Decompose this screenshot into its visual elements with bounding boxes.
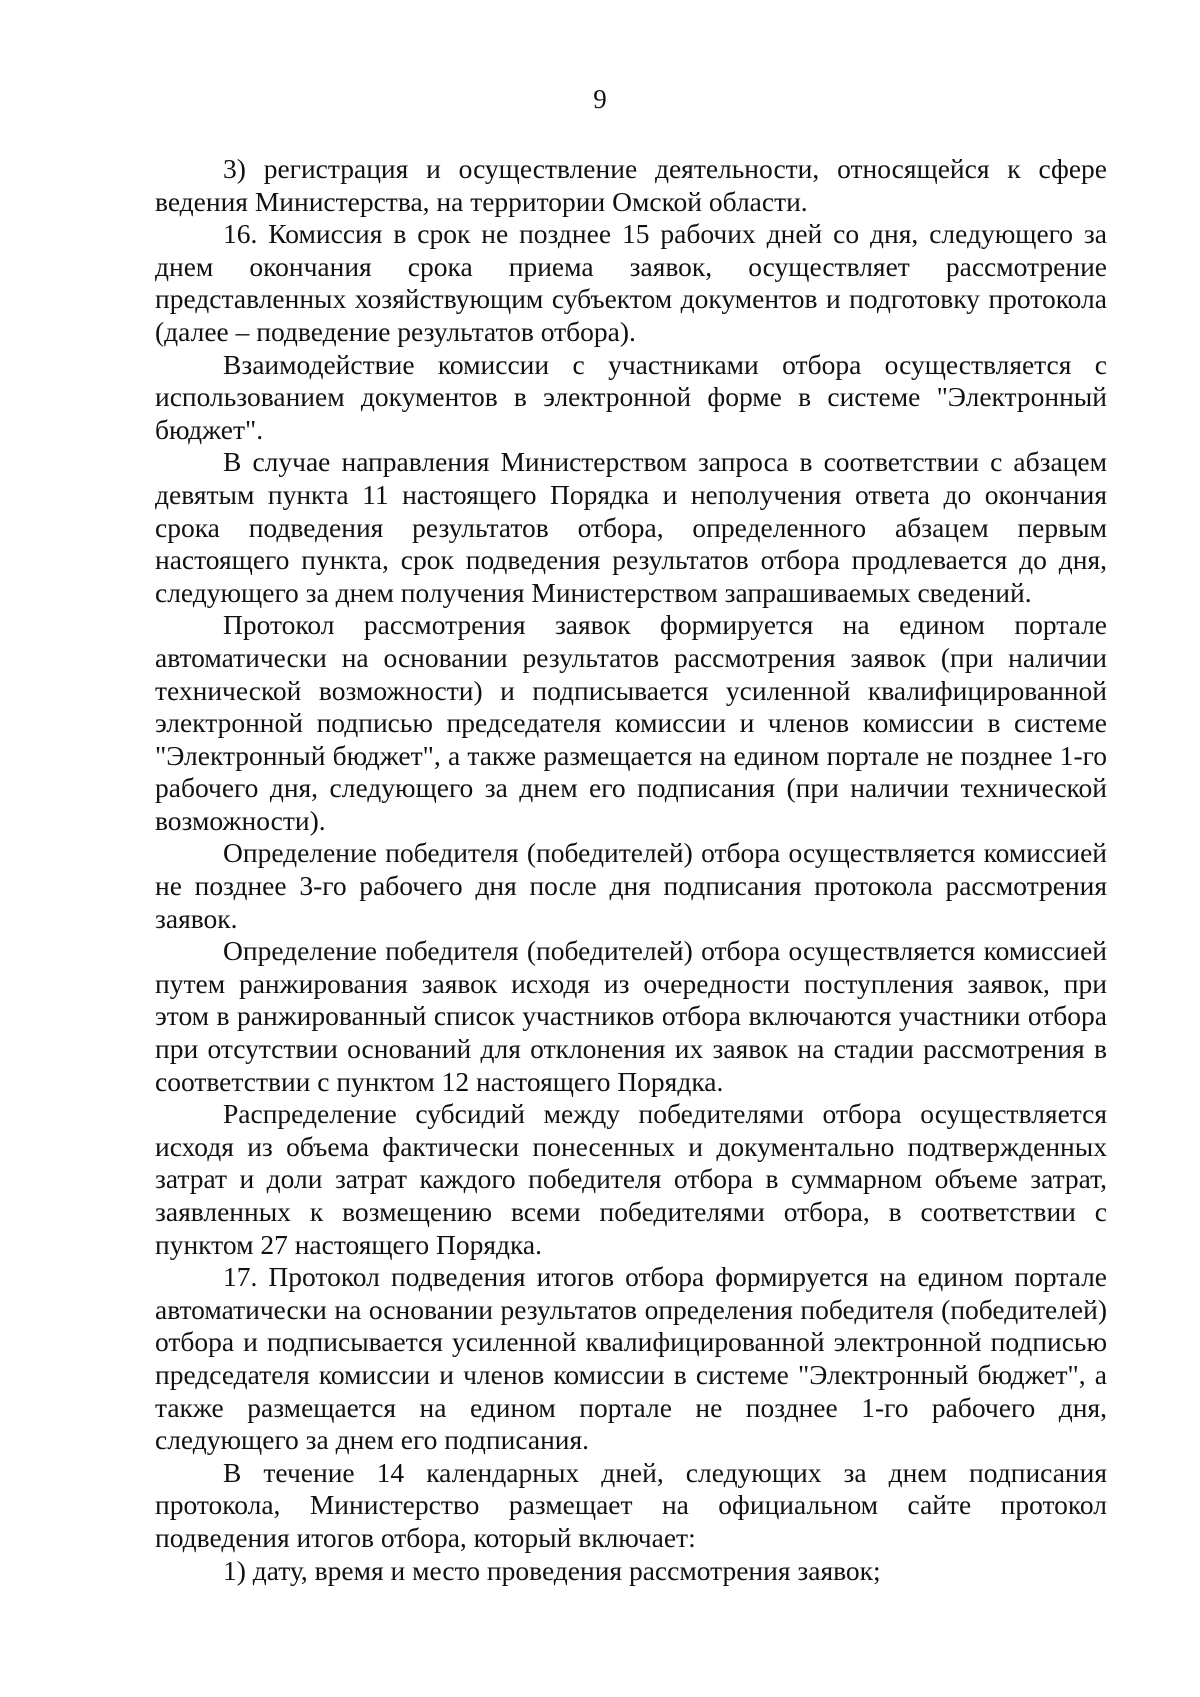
paragraph-subsidy-distribution: Распределение субсидий между победителями отбора осуществляется исходя из объема фактически понесенных и документально подтвержденных затрат и доли затрат каждого победителя отбора в суммарном объеме затрат, заявленных к возмещению всеми победителями отбора, в соответствии с пунктом 27 настоящего Порядка. bbox=[155, 1098, 1107, 1260]
paragraph-review-protocol: Протокол рассмотрения заявок формируется на едином портале автоматически на основании результатов рассмотрения заявок (при наличии технической возможности) и подписывается усиленной квалифицированной электронной подписью председателя комиссии и членов комиссии в системе "Электронный бюджет", а также размещается на едином портале не позднее 1-го рабочего дня, следующего за днем его подписания (при наличии технической возможности). bbox=[155, 609, 1107, 836]
paragraph-clause-16: 16. Комиссия в срок не позднее 15 рабочих дней со дня, следующего за днем окончания срока приема заявок, осуществляет рассмотрение представленных хозяйствующим субъектом документов и подготовку протокола (далее – подведение результатов отбора). bbox=[155, 218, 1107, 347]
paragraph-item-3-registration: 3) регистрация и осуществление деятельности, относящейся к сфере ведения Министерства, на территории Омской области. bbox=[155, 153, 1107, 217]
paragraph-request-extension: В случае направления Министерством запроса в соответствии с абзацем девятым пункта 11 настоящего Порядка и неполучения ответа до окончания срока подведения результатов отбора, определенного абзацем первым настоящего пункта, срок подведения результатов отбора продлевается до дня, следующего за днем получения Министерством запрашиваемых сведений. bbox=[155, 446, 1107, 608]
document-body bbox=[155, 153, 1107, 1587]
paragraph-winner-ranking: Определение победителя (победителей) отбора осуществляется комиссией путем ранжирования заявок исходя из очередности поступления заявок, при этом в ранжированный список участников отбора включаются участники отбора при отсутствии оснований для отклонения их заявок на стадии рассмотрения в соответствии с пунктом 12 настоящего Порядка. bbox=[155, 935, 1107, 1097]
page-number: 9 bbox=[593, 84, 607, 114]
paragraph-winner-deadline: Определение победителя (победителей) отбора осуществляется комиссией не позднее 3-го рабочего дня после дня подписания протокола рассмотрения заявок. bbox=[155, 837, 1107, 934]
paragraph-interaction: Взаимодействие комиссии с участниками отбора осуществляется с использованием документов в электронной форме в системе "Электронный бюджет". bbox=[155, 348, 1107, 445]
paragraph-clause-17: 17. Протокол подведения итогов отбора формируется на едином портале автоматически на основании результатов определения победителя (победителей) отбора и подписывается усиленной квалифицированной электронной подписью председателя комиссии и членов комиссии в системе "Электронный бюджет", а также размещается на едином портале не позднее 1-го рабочего дня, следующего за днем его подписания. bbox=[155, 1261, 1107, 1456]
paragraph-publication: В течение 14 календарных дней, следующих за днем подписания протокола, Министерство размещает на официальном сайте протокол подведения итогов отбора, который включает: bbox=[155, 1456, 1107, 1553]
paragraph-item-1-date: 1) дату, время и место проведения рассмотрения заявок; bbox=[223, 1554, 881, 1586]
